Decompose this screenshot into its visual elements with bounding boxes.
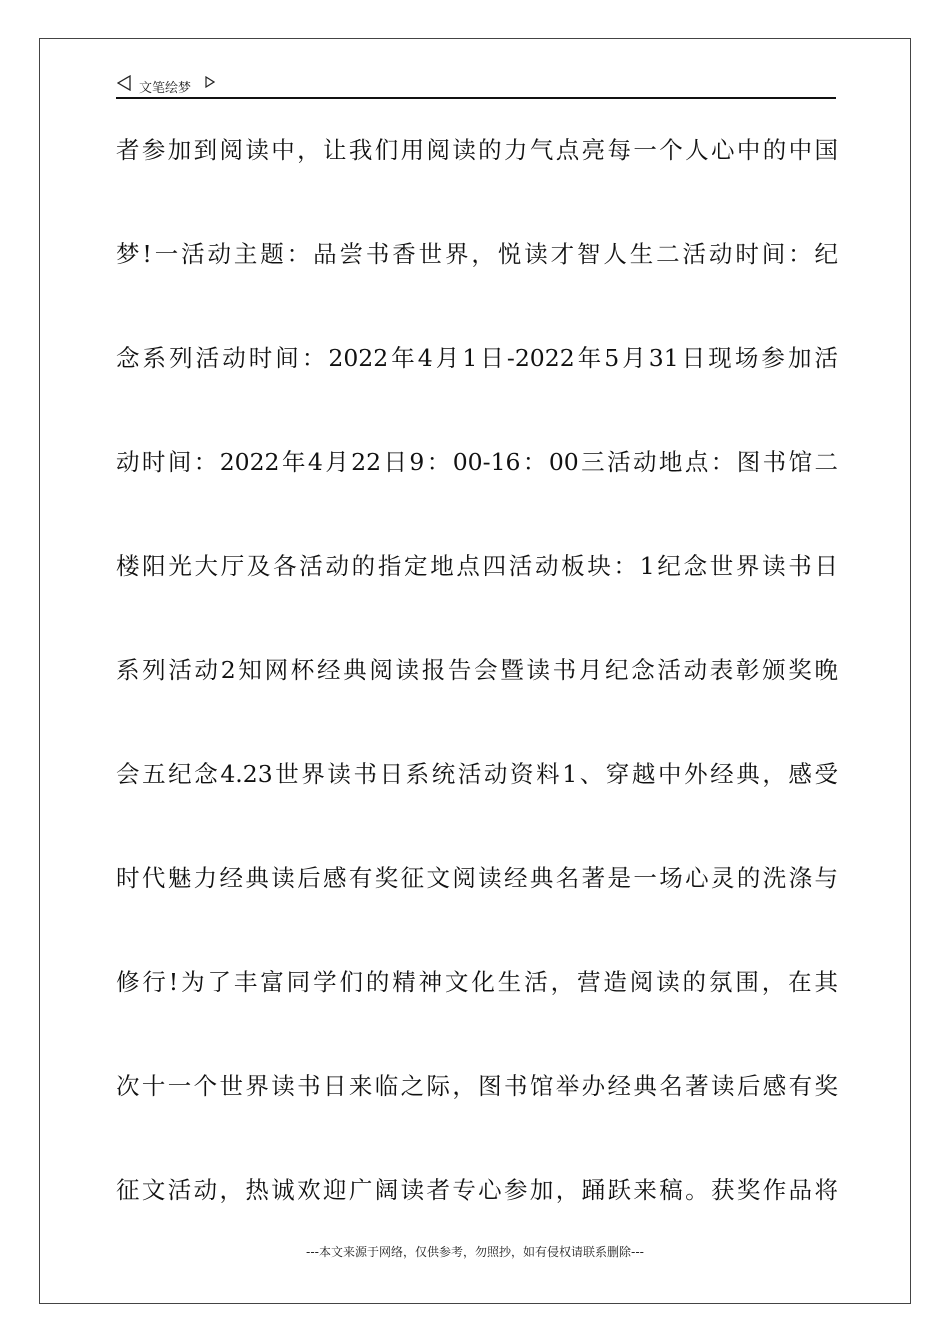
text-line: 系列活动2知网杯经典阅读报告会暨读书月纪念活动表彰颁奖晚: [116, 656, 838, 684]
document-body: [116, 108, 838, 1252]
triangle-left-icon: [117, 75, 131, 91]
text-line: 者参加到阅读中，让我们用阅读的力气点亮每一个人心中的中国: [116, 136, 838, 164]
page-header: [117, 74, 835, 98]
text-line: 修行!为了丰富同学们的精神文化生活，营造阅读的氛围，在其: [116, 968, 838, 996]
text-line: 念系列活动时间：2022年4月1日-2022年5月31日现场参加活: [116, 344, 838, 372]
triangle-right-icon: [205, 76, 215, 88]
text-line: 时代魅力经典读后感有奖征文阅读经典名著是一场心灵的洗涤与: [116, 864, 838, 892]
text-line: 梦!一活动主题：品尝书香世界，悦读才智人生二活动时间：纪: [116, 240, 838, 268]
header-title: 文笔绘梦: [139, 81, 192, 96]
text-line: 动时间：2022年4月22日9：00-16：00三活动地点：图书馆二: [116, 448, 838, 476]
text-line: 次十一个世界读书日来临之际，图书馆举办经典名著读后感有奖: [116, 1072, 838, 1100]
text-line: 楼阳光大厅及各活动的指定地点四活动板块：1纪念世界读书日: [116, 552, 838, 580]
page-footer: ---本文来源于网络，仅供参考，勿照抄，如有侵权请联系删除---: [306, 1245, 644, 1259]
text-line: 会五纪念4.23世界读书日系统活动资料1、穿越中外经典，感受: [116, 760, 838, 788]
text-line: 征文活动，热诚欢迎广阔读者专心参加，踊跃来稿。获奖作品将: [116, 1176, 838, 1204]
header-divider: [116, 97, 836, 99]
